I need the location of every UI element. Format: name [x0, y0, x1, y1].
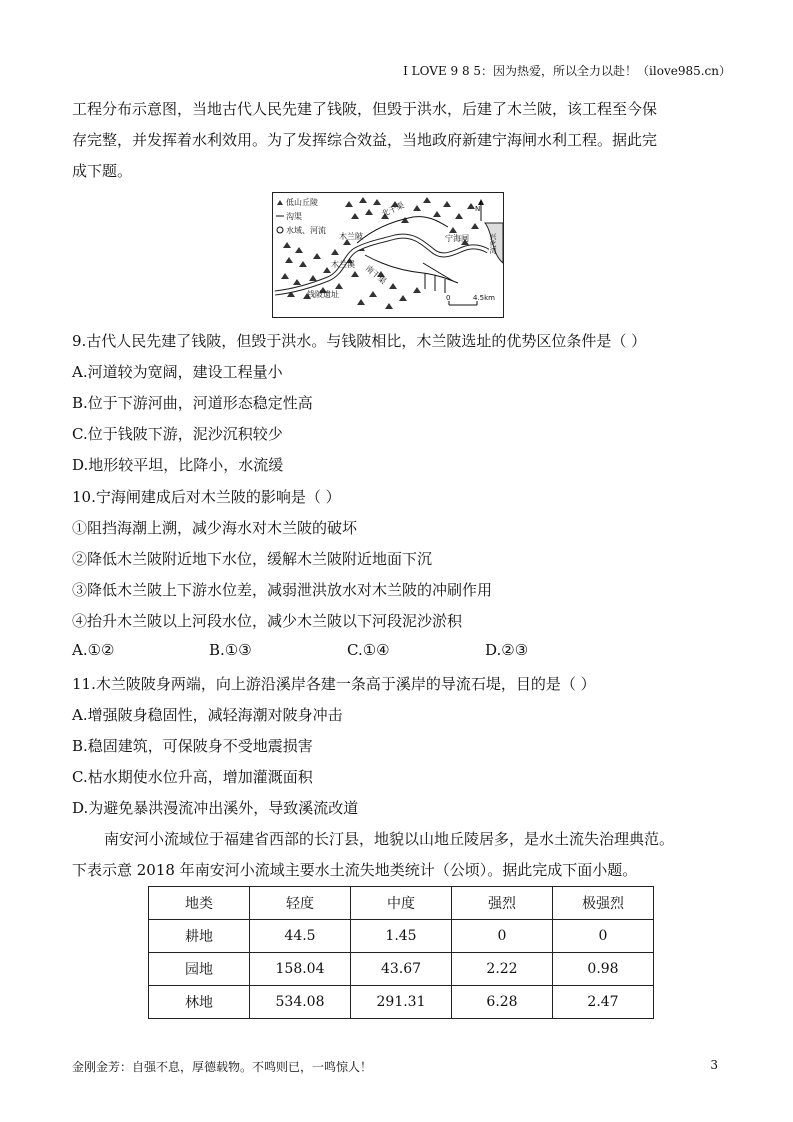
option-d: D.为避免暴洪漫流冲出溪外，导致溪流改道 — [72, 799, 359, 817]
svg-text:沟渠: 沟渠 — [286, 212, 302, 221]
table-cell: 0.98 — [553, 953, 654, 986]
intro-line: 成下题。 — [72, 162, 133, 180]
question-10-stem: 10.宁海闸建成后对木兰陂的影响是（ ） — [72, 488, 341, 506]
svg-text:N: N — [475, 205, 481, 213]
soil-erosion-table — [148, 886, 654, 1019]
svg-text:水域、河流: 水域、河流 — [286, 226, 326, 235]
intro-line: 存完整，并发挥着水利效用。为了发挥综合效益，当地政府新建宁海闸水利工程。据此完 — [72, 131, 658, 149]
svg-text:兴化湾: 兴化湾 — [489, 233, 497, 254]
passage-line: 南安河小流域位于福建省西部的长汀县，地貌以山地丘陵居多，是水土流失治理典范。 — [104, 830, 675, 848]
project-map — [272, 192, 504, 318]
intro-line: 工程分布示意图，当地古代人民先建了钱陂，但毁于洪水，后建了木兰陂，该工程至今保 — [72, 100, 658, 118]
svg-text:宁海闸: 宁海闸 — [445, 234, 469, 243]
scale-bar — [446, 294, 495, 305]
table-cell: 534.08 — [250, 986, 351, 1019]
header-cell: 地类 — [149, 887, 250, 920]
choice-c: C.①④ — [347, 641, 390, 659]
table-cell: 158.04 — [250, 953, 351, 986]
table-cell: 291.31 — [351, 986, 452, 1019]
option-c: C.位于钱陂下游，泥沙沉积较少 — [72, 425, 283, 443]
statement-3: ③降低木兰陂上下游水位差，减弱泄洪放水对木兰陂的冲刷作用 — [72, 581, 493, 599]
svg-text:南干渠: 南干渠 — [363, 263, 388, 286]
svg-text:木兰陂: 木兰陂 — [339, 232, 363, 241]
question-9-stem: 9.古代人民先建了钱陂，但毁于洪水。与钱陂相比，木兰陂选址的优势区位条件是（ ） — [72, 332, 647, 350]
option-d: D.地形较平坦，比降小，水流缓 — [72, 456, 284, 474]
table-cell: 2.22 — [452, 953, 553, 986]
table-cell: 耕地 — [149, 920, 250, 953]
statement-1: ①阻挡海潮上溯，减少海水对木兰陂的破坏 — [72, 519, 358, 537]
question-11-stem: 11.木兰陂陂身两端，向上游沿溪岸各建一条高于溪岸的导流石堤，目的是（ ） — [72, 675, 596, 693]
header-cell: 强烈 — [452, 887, 553, 920]
header-cell: 轻度 — [250, 887, 351, 920]
svg-text:4.5km: 4.5km — [473, 294, 496, 302]
table-cell: 44.5 — [250, 920, 351, 953]
table-row — [149, 953, 654, 986]
table-cell: 43.67 — [351, 953, 452, 986]
svg-text:0: 0 — [446, 294, 451, 302]
page-number: 3 — [710, 1058, 718, 1072]
table-cell: 1.45 — [351, 920, 452, 953]
table-cell: 林地 — [149, 986, 250, 1019]
header-cell: 极强烈 — [553, 887, 654, 920]
footer-motto: 金刚金芳：自强不息，厚德载物。不鸣则已，一鸣惊人！ — [72, 1060, 373, 1074]
svg-text:低山丘陵: 低山丘陵 — [286, 198, 318, 207]
svg-text:木兰溪: 木兰溪 — [331, 260, 355, 269]
map-legend — [276, 197, 326, 235]
option-a: A.增强陂身稳固性，减轻海潮对陂身冲击 — [72, 706, 343, 724]
statement-4: ④抬升木兰陂以上河段水位，减少木兰陂以下河段泥沙淤积 — [72, 612, 463, 630]
table-row — [149, 986, 654, 1019]
option-b: B.稳固建筑，可保陂身不受地震损害 — [72, 737, 313, 755]
table-cell: 园地 — [149, 953, 250, 986]
svg-text:钱陂遗址: 钱陂遗址 — [307, 290, 339, 299]
table-header-row — [149, 887, 654, 920]
table-cell: 2.47 — [553, 986, 654, 1019]
choice-a: A.①② — [72, 641, 115, 659]
header-cell: 中度 — [351, 887, 452, 920]
choice-b: B.①③ — [209, 641, 252, 659]
statement-2: ②降低木兰陂附近地下水位，缓解木兰陂附近地面下沉 — [72, 550, 433, 568]
table-cell: 6.28 — [452, 986, 553, 1019]
option-b: B.位于下游河曲，河道形态稳定性高 — [72, 394, 313, 412]
option-c: C.枯水期使水位升高，增加灌溉面积 — [72, 768, 313, 786]
table-cell: 0 — [553, 920, 654, 953]
option-a: A.河道较为宽阔，建设工程量小 — [72, 363, 283, 381]
passage-line: 下表示意 2018 年南安河小流域主要水土流失地类统计（公顷）。据此完成下面小题。 — [72, 861, 638, 879]
svg-text:北干渠: 北干渠 — [380, 200, 406, 219]
choice-d: D.②③ — [485, 641, 529, 659]
page-header: I LOVE 9 8 5：因为热爱，所以全力以赴！（ilove985.cn） — [403, 64, 731, 78]
north-arrow-icon — [475, 199, 484, 221]
table-cell: 0 — [452, 920, 553, 953]
table-row — [149, 920, 654, 953]
